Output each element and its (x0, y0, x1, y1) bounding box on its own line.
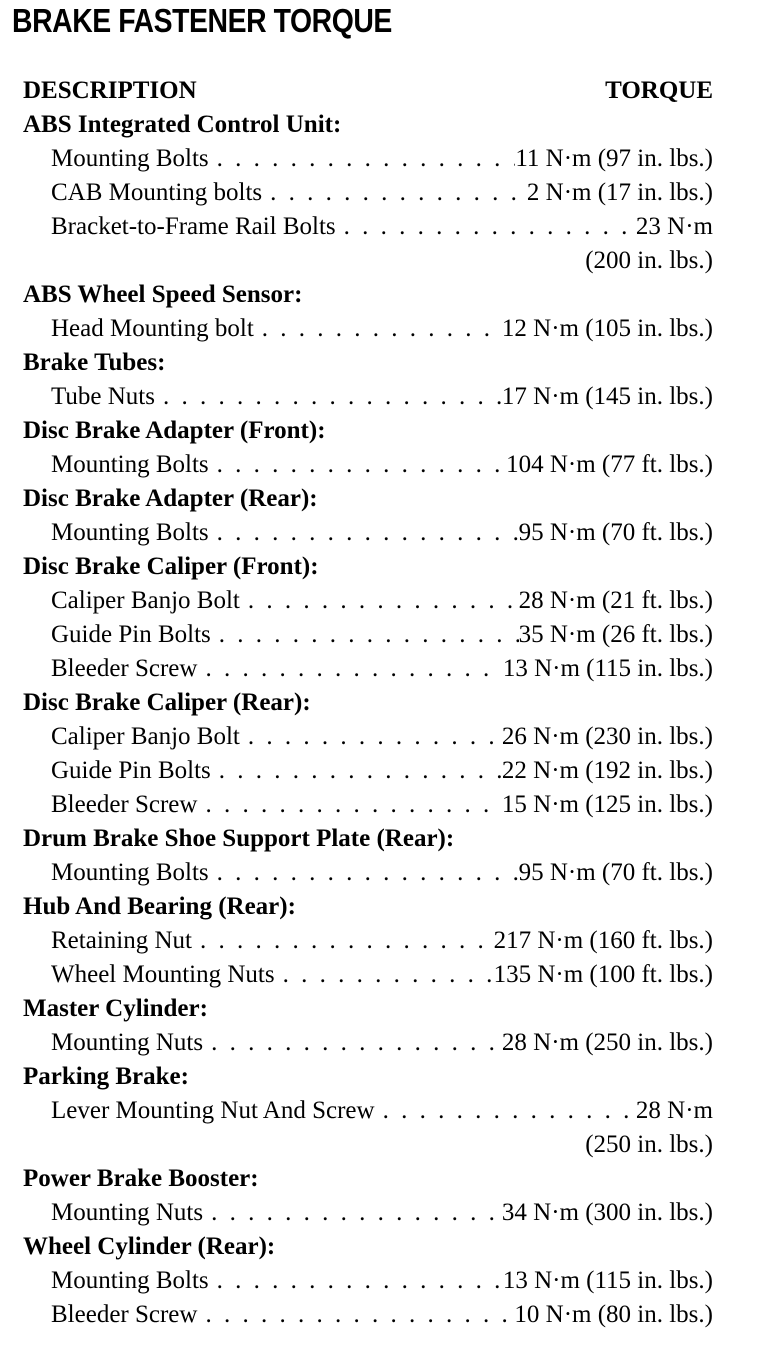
page-title: BRAKE FASTENER TORQUE (12, 2, 392, 39)
torque-value: 2 N·m (17 in. lbs.) (526, 179, 713, 206)
item-description: Retaining Nut (51, 927, 192, 954)
table-row (23, 924, 713, 958)
section-heading: Power Brake Booster: (23, 1165, 259, 1192)
torque-table (23, 74, 713, 1332)
dot-leader (240, 584, 519, 618)
table-row (23, 210, 713, 244)
dot-leader (240, 720, 502, 754)
item-description: Mounting Bolts (51, 145, 209, 172)
torque-value: 28 N·m (250 in. lbs.) (501, 1029, 713, 1056)
torque-value: 10 N·m (80 in. lbs.) (514, 1301, 713, 1328)
torque-value: 35 N·m (26 ft. lbs.) (518, 621, 713, 648)
torque-value-continuation: (250 in. lbs.) (585, 1131, 713, 1158)
section-heading: Master Cylinder: (23, 995, 208, 1022)
torque-value: 28 N·m (635, 1097, 713, 1124)
dot-leader (197, 1298, 514, 1332)
table-row (23, 618, 713, 652)
dot-leader (262, 176, 527, 210)
torque-value: 17 N·m (145 in. lbs.) (501, 383, 713, 410)
torque-value: 12 N·m (105 in. lbs.) (501, 315, 713, 342)
description-column-header: DESCRIPTION (23, 77, 197, 104)
table-row (23, 1196, 713, 1230)
dot-leader (203, 1196, 502, 1230)
table-row (23, 1298, 713, 1332)
dot-leader (209, 1264, 503, 1298)
section-heading: Parking Brake: (23, 1063, 189, 1090)
item-description: Tube Nuts (51, 383, 155, 410)
table-row (23, 788, 713, 822)
table-row (23, 1094, 713, 1128)
dot-leader (192, 924, 494, 958)
dot-leader (197, 652, 502, 686)
table-row (23, 516, 713, 550)
torque-column-header: TORQUE (605, 77, 713, 104)
table-row (23, 380, 713, 414)
torque-value: 13 N·m (115 in. lbs.) (502, 655, 713, 682)
table-header (23, 74, 713, 108)
torque-value: 95 N·m (70 ft. lbs.) (518, 859, 713, 886)
torque-value: 28 N·m (21 ft. lbs.) (518, 587, 713, 614)
table-row (23, 312, 713, 346)
table-row (23, 754, 713, 788)
item-description: Bleeder Screw (51, 655, 198, 682)
section-heading: Brake Tubes: (23, 349, 166, 376)
section-heading: Hub And Bearing (Rear): (23, 893, 296, 920)
item-description: Lever Mounting Nut And Screw (51, 1097, 375, 1124)
section-heading: Disc Brake Caliper (Front): (23, 553, 319, 580)
dot-leader (203, 1026, 502, 1060)
item-description: Mounting Bolts (51, 451, 209, 478)
item-description: Guide Pin Bolts (51, 621, 211, 648)
section-heading: Wheel Cylinder (Rear): (23, 1233, 276, 1260)
dot-leader (211, 754, 502, 788)
table-row (23, 856, 713, 890)
table-row (23, 652, 713, 686)
section-heading: Disc Brake Caliper (Rear): (23, 689, 311, 716)
table-row (23, 958, 713, 992)
dot-leader (197, 788, 501, 822)
item-description: Caliper Banjo Bolt (51, 723, 240, 750)
table-row (23, 1026, 713, 1060)
sections-list (23, 108, 713, 1332)
dot-leader (211, 618, 519, 652)
table-row (23, 176, 713, 210)
dot-leader (254, 312, 502, 346)
section-heading: ABS Integrated Control Unit: (23, 111, 342, 138)
item-description: Bleeder Screw (51, 1301, 198, 1328)
table-row (23, 448, 713, 482)
torque-value: 34 N·m (300 in. lbs.) (501, 1199, 713, 1226)
table-row (23, 1264, 713, 1298)
dot-leader (275, 958, 494, 992)
item-description: Mounting Bolts (51, 1267, 209, 1294)
item-description: CAB Mounting bolts (51, 179, 263, 206)
torque-value: 22 N·m (192 in. lbs.) (501, 757, 713, 784)
torque-value: 23 N·m (635, 213, 713, 240)
item-description: Caliper Banjo Bolt (51, 587, 240, 614)
section-heading: Drum Brake Shoe Support Plate (Rear): (23, 825, 455, 852)
section-heading: Disc Brake Adapter (Rear): (23, 485, 318, 512)
item-description: Wheel Mounting Nuts (51, 961, 275, 988)
torque-value: 217 N·m (160 ft. lbs.) (493, 927, 713, 954)
torque-value: 135 N·m (100 ft. lbs.) (493, 961, 713, 988)
torque-value-continuation: (200 in. lbs.) (585, 247, 713, 274)
dot-leader (209, 516, 519, 550)
torque-value: 26 N·m (230 in. lbs.) (501, 723, 713, 750)
torque-value: 95 N·m (70 ft. lbs.) (518, 519, 713, 546)
dot-leader (155, 380, 502, 414)
table-row (23, 720, 713, 754)
torque-value: 104 N·m (77 ft. lbs.) (506, 451, 713, 478)
item-description: Bleeder Screw (51, 791, 198, 818)
section-heading: Disc Brake Adapter (Front): (23, 417, 326, 444)
item-description: Mounting Nuts (51, 1029, 204, 1056)
item-description: Bracket-to-Frame Rail Bolts (51, 213, 336, 240)
item-description: Head Mounting bolt (51, 315, 254, 342)
table-row (23, 584, 713, 618)
item-description: Mounting Bolts (51, 519, 209, 546)
torque-value: 15 N·m (125 in. lbs.) (501, 791, 713, 818)
item-description: Guide Pin Bolts (51, 757, 211, 784)
dot-leader (209, 856, 519, 890)
dot-leader (375, 1094, 636, 1128)
dot-leader (336, 210, 636, 244)
section-heading: ABS Wheel Speed Sensor: (23, 281, 303, 308)
dot-leader (209, 448, 506, 482)
item-description: Mounting Nuts (51, 1199, 204, 1226)
torque-value: 11 N·m (97 in. lbs.) (515, 145, 713, 172)
torque-value: 13 N·m (115 in. lbs.) (502, 1267, 713, 1294)
item-description: Mounting Bolts (51, 859, 209, 886)
table-row (23, 142, 713, 176)
dot-leader (209, 142, 516, 176)
